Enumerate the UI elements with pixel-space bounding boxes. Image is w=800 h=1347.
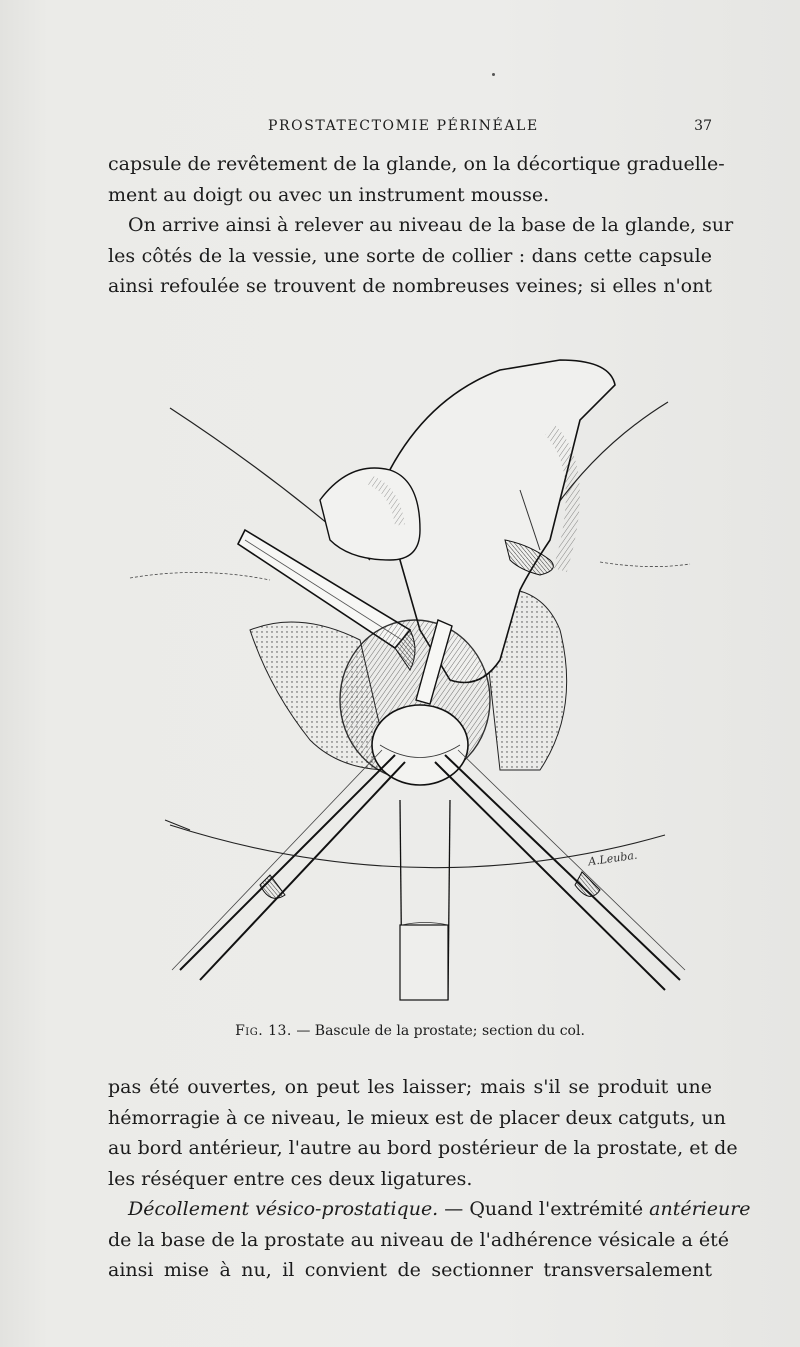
figure-label: Fig. 13. <box>235 1023 292 1039</box>
artist-signature: A.Leuba. <box>587 848 639 869</box>
figure-caption <box>108 1023 712 1039</box>
heading-dash-text: — Quand l'extrémité <box>438 1198 650 1220</box>
text-line: de la base de la prostate au niveau de l'adhérence vésicale a été <box>108 1228 729 1251</box>
section-heading: Décollement vésico-prostatique. <box>128 1198 439 1220</box>
text-line: les réséquer entre ces deux ligatures. <box>108 1167 473 1190</box>
text-line: les côtés de la vessie, une sorte de collier : dans cette capsule <box>108 244 712 267</box>
text-line: au bord antérieur, l'autre au bord postérieur de la prostate, et de <box>108 1137 738 1159</box>
surgical-illustration <box>120 330 710 1010</box>
bottom-text-block <box>108 1072 751 1286</box>
text-line: ment au doigt ou avec un instrument mousse. <box>108 183 550 206</box>
text-line: On arrive ainsi à relever au niveau de la base de la glande, sur <box>128 214 734 236</box>
text-line: ainsi refoulée se trouvent de nombreuses veines; si elles n'ont <box>108 275 712 297</box>
text-line: pas été ouvertes, on peut les laisser; mais s'il se produit une <box>108 1076 712 1098</box>
ink-speck <box>492 73 495 76</box>
text-line: capsule de revêtement de la glande, on la décortique graduelle- <box>108 153 725 175</box>
page-header <box>108 118 712 140</box>
text-line: ainsi mise à nu, il convient de sectionner transversalement <box>108 1259 712 1281</box>
text-line: hémorragie à ce niveau, le mieux est de placer deux catguts, un <box>108 1106 726 1129</box>
caption-text: — Bascule de la prostate; section du col. <box>296 1023 585 1039</box>
page-number: 37 <box>694 118 712 134</box>
running-head: PROSTATECTOMIE PÉRINÉALE <box>268 118 539 134</box>
illustration-drawing <box>120 330 710 1010</box>
section-heading-line <box>108 1194 751 1225</box>
italic-word: antérieure <box>649 1198 751 1220</box>
top-text-block <box>108 149 734 302</box>
